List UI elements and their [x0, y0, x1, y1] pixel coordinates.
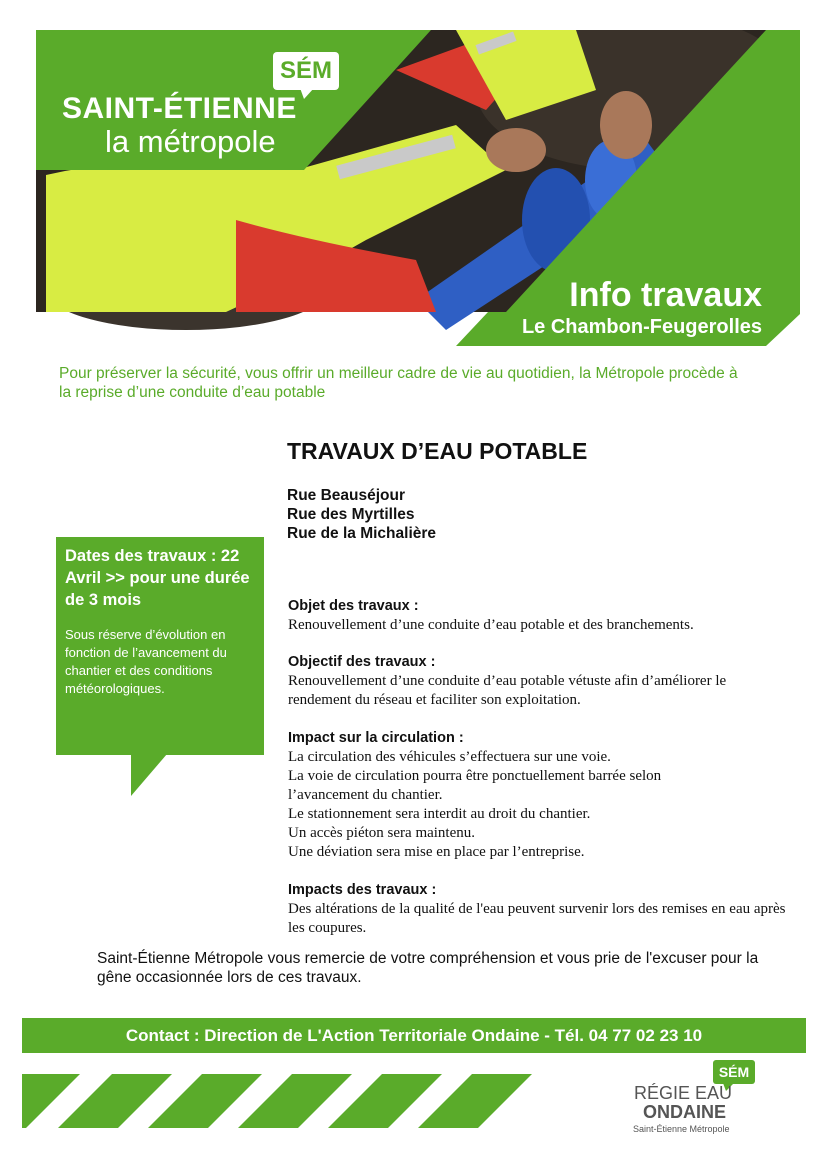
- contact-text: Contact : Direction de L'Action Territoriale Ondaine - Tél. 04 77 02 23 10: [125, 1026, 703, 1045]
- logo-title: SAINT-ÉTIENNE: [62, 92, 297, 125]
- regie-logo-badge: SÉM: [713, 1060, 755, 1084]
- sem-logo-badge: SÉM: [273, 52, 339, 90]
- street-item: Rue des Myrtilles: [287, 506, 415, 523]
- regie-logo-line3: Saint-Étienne Métropole: [633, 1124, 730, 1134]
- street-list: [287, 486, 436, 543]
- section-objet: [288, 597, 788, 635]
- hazard-stripe: [58, 1074, 172, 1128]
- section-text: La circulation des véhicules s’effectuera sur une voie.: [288, 749, 611, 765]
- section-text: La voie de circulation pourra être ponctuellement barrée selon l’avancement du chantier.: [288, 768, 662, 803]
- worker-hand-2: [600, 91, 652, 159]
- closing-text: Saint-Étienne Métropole vous remercie de votre compréhension et vous prie de l'excuser pour la gêne occasionnée lors de ces travaux.: [97, 950, 759, 986]
- regie-logo-line2: ONDAINE: [643, 1102, 727, 1122]
- logo-subtitle: la métropole: [105, 124, 276, 159]
- section-circulation: [288, 729, 728, 862]
- section-impacts: [288, 881, 788, 938]
- page-title: TRAVAUX D’EAU POTABLE: [287, 438, 588, 464]
- section-text: Renouvellement d’une conduite d’eau potable vétuste afin d’améliorer le rendement du réseau et faciliter son exploitation.: [288, 673, 727, 708]
- info-travaux-title: Info travaux: [569, 276, 762, 314]
- section-text: Un accès piéton sera maintenu.: [288, 825, 476, 841]
- dates-title: Dates des travaux : 22 Avril >> pour une durée de 3 mois: [65, 547, 250, 609]
- speech-tail-icon: [300, 88, 316, 100]
- hazard-stripe: [328, 1074, 442, 1128]
- town-name: Le Chambon-Feugerolles: [521, 316, 762, 338]
- section-text: Une déviation sera mise en place par l’entreprise.: [288, 844, 585, 860]
- section-heading: Objet des travaux :: [288, 598, 419, 614]
- section-heading: Impacts des travaux :: [288, 882, 437, 898]
- section-text: Le stationnement sera interdit au droit du chantier.: [288, 806, 591, 822]
- section-text: Des altérations de la qualité de l'eau peuvent survenir lors des remises en eau après les coupures.: [288, 901, 786, 936]
- dates-note: Sous réserve d’évolution en fonction de l’avancement du chantier et des conditions météorologiques.: [65, 627, 227, 696]
- street-item: Rue Beauséjour: [287, 487, 406, 504]
- regie-logo-line1: RÉGIE EAU: [634, 1083, 733, 1103]
- hazard-stripe: [148, 1074, 262, 1128]
- hazard-stripe: [238, 1074, 352, 1128]
- hazard-stripe: [418, 1074, 532, 1128]
- callout-tail-icon: [131, 754, 167, 796]
- worker-hand: [486, 128, 546, 172]
- intro-text: Pour préserver la sécurité, vous offrir un meilleur cadre de vie au quotidien, la Métropole procède à la reprise d’une conduite d’eau potable: [59, 365, 738, 401]
- hazard-stripes: [22, 1074, 562, 1128]
- section-objectif: [288, 653, 768, 710]
- street-item: Rue de la Michalière: [287, 525, 437, 542]
- section-text: Renouvellement d’une conduite d’eau potable et des branchements.: [288, 617, 694, 633]
- section-heading: Objectif des travaux :: [288, 654, 436, 670]
- section-heading: Impact sur la circulation :: [288, 730, 464, 746]
